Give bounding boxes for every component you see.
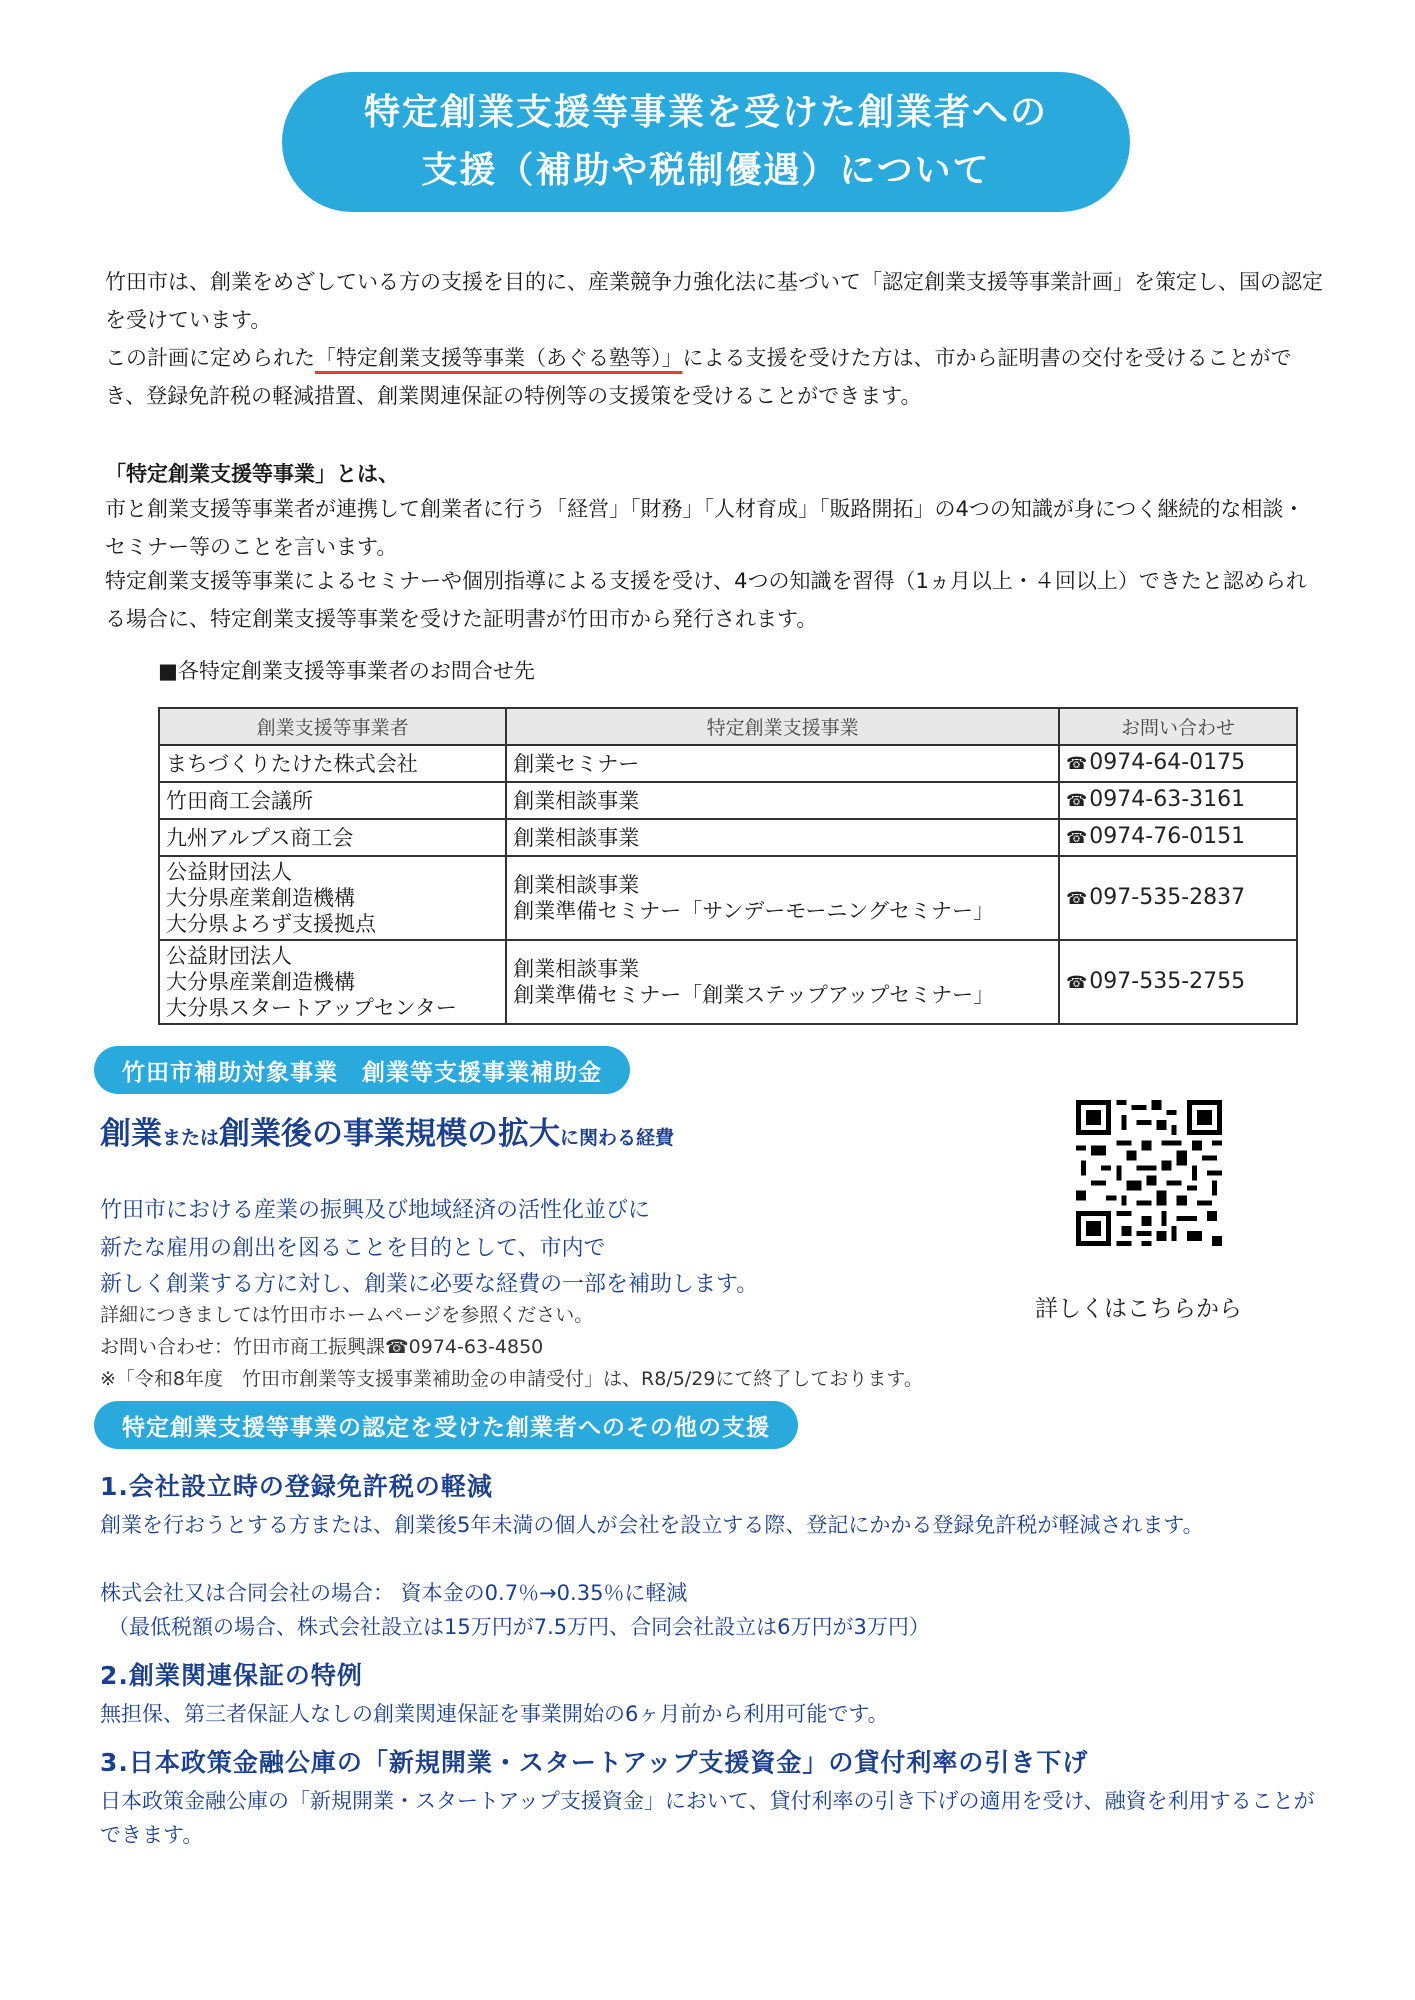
program-name-line: 創業相談事業 — [513, 873, 640, 897]
program-name: 創業相談事業 — [513, 825, 640, 850]
support-item-text: 日本政策金融公庫の「新規開業・スタートアップ支援資金」において、貸付利率の引き下げの適用を受け、融資を利用することができます。 — [100, 1789, 1315, 1847]
subsidy-note: ※「令和8年度 竹田市創業等支援事業補助金の申請受付」は、R8/5/29にて終了しております。 — [100, 1368, 923, 1390]
table-row — [159, 745, 1297, 782]
phone-number: 097-535-2837 — [1089, 884, 1246, 910]
program-cell — [506, 819, 1059, 856]
page-title — [282, 72, 1130, 212]
provider-cell — [159, 745, 506, 782]
program-cell — [506, 940, 1059, 1024]
phone-number: 0974-76-0151 — [1089, 824, 1246, 849]
phone-cell — [1059, 745, 1297, 782]
provider-name: まちづくりたけた株式会社 — [166, 751, 418, 776]
provider-cell — [159, 940, 506, 1024]
column-header-contact: お問い合わせ — [1059, 708, 1297, 745]
program-name-line: 創業準備セミナー「サンデーモーニングセミナー」 — [513, 899, 994, 923]
column-header-program: 特定創業支援事業 — [506, 708, 1059, 745]
support-item-text: （最低税額の場合、株式会社設立は15万円が7.5万円、合同会社設立は6万円が3万円） — [108, 1615, 930, 1639]
program-name-line: 創業準備セミナー「創業ステップアップセミナー」 — [513, 983, 995, 1007]
subsidy-heading — [100, 1108, 674, 1153]
provider-name-line: 大分県よろず支援拠点 — [166, 912, 376, 936]
provider-name-line: 大分県スタートアップセンター — [166, 996, 457, 1020]
support-item-text: 無担保、第三者保証人なしの創業関連保証を事業開始の6ヶ月前から利用可能です。 — [100, 1702, 889, 1726]
provider-name-line: 大分県産業創造機構 — [166, 886, 355, 910]
table-row — [159, 940, 1297, 1024]
program-name-line: 創業相談事業 — [513, 957, 640, 981]
provider-cell — [159, 856, 506, 940]
subsidy-line-2: 新たな雇用の創出を図ることを目的として、市内で — [100, 1236, 606, 1261]
subsidy-heading-part-1: 創業 — [100, 1116, 162, 1152]
provider-cell — [159, 782, 506, 819]
provider-name-line: 大分県産業創造機構 — [166, 970, 355, 994]
subsidy-heading-part-3: 創業後の事業規模の拡大 — [219, 1116, 561, 1152]
table-row — [159, 819, 1297, 856]
subsidy-line-1: 竹田市における産業の振興及び地域経済の活性化並びに — [100, 1198, 651, 1223]
phone-icon: ☎ — [1066, 791, 1088, 811]
support-item-heading: 2.創業関連保証の特例 — [100, 1661, 363, 1690]
qr-code-icon[interactable] — [1076, 1100, 1222, 1246]
intro-paragraph-2 — [105, 339, 1325, 415]
program-name: 創業相談事業 — [513, 788, 640, 813]
program-name: 創業セミナー — [513, 751, 640, 776]
subsidy-contact: お問い合わせ：竹田市商工振興課☎0974-63-4850 — [100, 1336, 544, 1358]
phone-number: 0974-63-3161 — [1089, 787, 1246, 812]
table-row — [159, 856, 1297, 940]
intro-p2-before: この計画に定められた — [105, 346, 315, 370]
program-cell — [506, 782, 1059, 819]
definition-paragraph-2: 特定創業支援等事業によるセミナーや個別指導による支援を受け、4つの知識を習得（1ヵ月以上・４回以上）できたと認められる場合に、特定創業支援等事業を受けた証明書が竹田市から発行されます。 — [105, 569, 1307, 631]
provider-name-line: 公益財団法人 — [166, 860, 292, 884]
contacts-caption: ■各特定創業支援等事業者のお問合せ先 — [158, 659, 535, 683]
program-cell — [506, 745, 1059, 782]
other-support-section-pill: 特定創業支援等事業の認定を受けた創業者へのその他の支援 — [94, 1401, 798, 1449]
intro-paragraph-1: 竹田市は、創業をめざしている方の支援を目的に、産業競争力強化法に基づいて「認定創業支援等事業計画」を策定し、国の認定を受けています。 — [105, 270, 1323, 332]
provider-name: 九州アルプス商工会 — [166, 825, 354, 850]
contacts-table — [158, 707, 1298, 1025]
program-cell — [506, 856, 1059, 940]
definition-heading: 「特定創業支援等事業」とは、 — [105, 462, 399, 486]
subsidy-line-3: 新しく創業する方に対し、創業に必要な経費の一部を補助します。 — [100, 1272, 759, 1297]
phone-cell — [1059, 940, 1297, 1024]
subsidy-details: 詳細につきましては竹田市ホームページを参照ください。 — [100, 1304, 594, 1326]
subsidy-heading-part-4: に関わる経費 — [560, 1127, 675, 1149]
intro-p2-highlight: 「特定創業支援等事業（あぐる塾等）」 — [315, 346, 683, 370]
provider-cell — [159, 819, 506, 856]
phone-cell — [1059, 782, 1297, 819]
phone-cell — [1059, 819, 1297, 856]
phone-icon: ☎ — [1066, 754, 1088, 774]
phone-icon: ☎ — [1066, 828, 1088, 848]
definition-paragraph-1: 市と創業支援等事業者が連携して創業者に行う「経営」「財務」「人材育成」「販路開拓」の4つの知識が身につく継続的な相談・セミナー等のことを言います。 — [105, 497, 1305, 559]
provider-name-line: 公益財団法人 — [166, 944, 292, 968]
phone-icon: ☎ — [1066, 888, 1088, 909]
support-item-text: 株式会社又は合同会社の場合： 資本金の0.7％→0.35％に軽減 — [100, 1581, 688, 1605]
phone-number: 097-535-2755 — [1089, 968, 1246, 994]
table-row — [159, 782, 1297, 819]
phone-icon: ☎ — [1066, 972, 1088, 993]
subsidy-section-pill: 竹田市補助対象事業 創業等支援事業補助金 — [94, 1046, 630, 1094]
intro-p2-after: による支援を受けた方は、市から証明書の交付を受けることができ、登録免許税の軽減措置、創業関連保証の特例等の支援策を受けることができます。 — [105, 346, 1292, 408]
qr-caption: 詳しくはこちらから — [1035, 1296, 1242, 1322]
provider-name: 竹田商工会議所 — [166, 788, 313, 813]
support-item-heading: 3.日本政策金融公庫の「新規開業・スタートアップ支援資金」の貸付利率の引き下げ — [100, 1748, 1089, 1777]
page-title-line-2: 支援（補助や税制優遇）について — [421, 150, 991, 191]
contacts-header-row — [159, 708, 1297, 745]
phone-number: 0974-64-0175 — [1089, 750, 1246, 775]
support-item-text: 創業を行おうとする方または、創業後5年未満の個人が会社を設立する際、登記にかかる登録免許税が軽減されます。 — [100, 1513, 1204, 1537]
column-header-provider: 創業支援等事業者 — [159, 708, 506, 745]
page-title-line-1: 特定創業支援等事業を受けた創業者への — [363, 92, 1048, 133]
phone-cell — [1059, 856, 1297, 940]
support-item-heading: 1.会社設立時の登録免許税の軽減 — [100, 1472, 493, 1501]
subsidy-heading-part-2: または — [162, 1127, 220, 1149]
